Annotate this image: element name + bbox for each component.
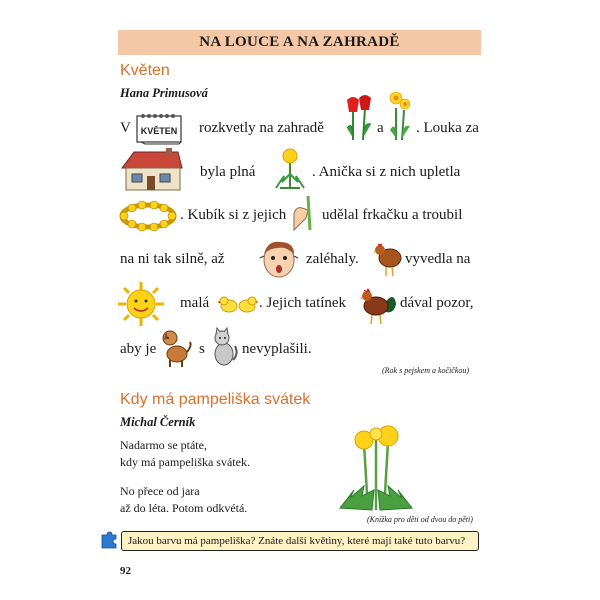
poem1-text: s [199,341,205,357]
poem1-text: zaléhaly. [306,251,359,267]
poem1-text: udělal frkačku a troubil [322,207,463,223]
poem2-line: No přece od jara [120,484,200,498]
poem1-text: V [120,120,131,136]
poem1-text: . Louka za [416,120,479,136]
hand-stem-picture [290,192,318,232]
poem1-text: dával pozor, [400,295,474,311]
poem1-source: (Rok s pejskem a kočičkou) [382,366,470,375]
poem1-text: a [377,120,384,136]
poem1-text: byla plná [200,164,256,180]
question-box [121,531,479,551]
sun-picture [118,282,164,326]
question-text: Jakou barvu má pampeliška? Znáte další květiny, které mají také tuto barvu? [128,535,466,547]
boy-face-picture [258,236,300,280]
poem2-source: (Knížka pro děti od dvou do pěti) [367,515,473,524]
poem2-stanza-1 [120,437,250,471]
section-title-banner [118,30,481,55]
chicks-picture [218,293,258,315]
daffodils-picture [388,90,412,142]
poem2-author: Michal Černík [120,415,196,429]
poem2-title: Kdy má pampeliška svátek [120,391,311,408]
poem2-line: kdy má pampeliška svátek. [120,455,250,469]
house-picture [120,148,184,192]
poem1-text: na ni tak silně, až [120,251,225,267]
poem2-stanza-2 [120,483,247,517]
section-title: NA LOUCE A NA ZAHRADĚ [199,34,400,50]
poem1-text: rozkvetly na zahradě [199,120,324,136]
poem1-author: Hana Primusová [120,86,208,100]
poem1-text: malá [180,295,210,311]
flower-wreath-picture [118,200,178,232]
poem2-line: až do léta. Potom odkvétá. [120,501,248,515]
poem1-text: nevyplašili. [242,341,312,357]
tulips-picture [343,94,375,142]
poem1-text: vyvedla na [405,251,471,267]
cat-picture [209,326,239,368]
poem1-title: Květen [120,62,170,79]
calendar-picture [135,110,183,146]
calendar-label: KVĚTEN [140,126,178,136]
poem2-line: Nadarmo se ptáte, [120,438,207,452]
puzzle-icon [100,531,118,549]
dog-picture [160,326,194,368]
poem1-text: aby je [120,341,157,357]
poem1-text: . Kubík si z jejich [180,207,287,223]
poem1-text: . Jejich tatínek [259,295,347,311]
page-number: 92 [120,565,131,577]
hen-picture [374,238,402,278]
poem1-text: . Anička si z nich upletla [312,164,461,180]
rooster-picture [358,284,398,326]
dandelion-plant-picture [334,420,418,516]
dandelion-picture [270,146,310,190]
